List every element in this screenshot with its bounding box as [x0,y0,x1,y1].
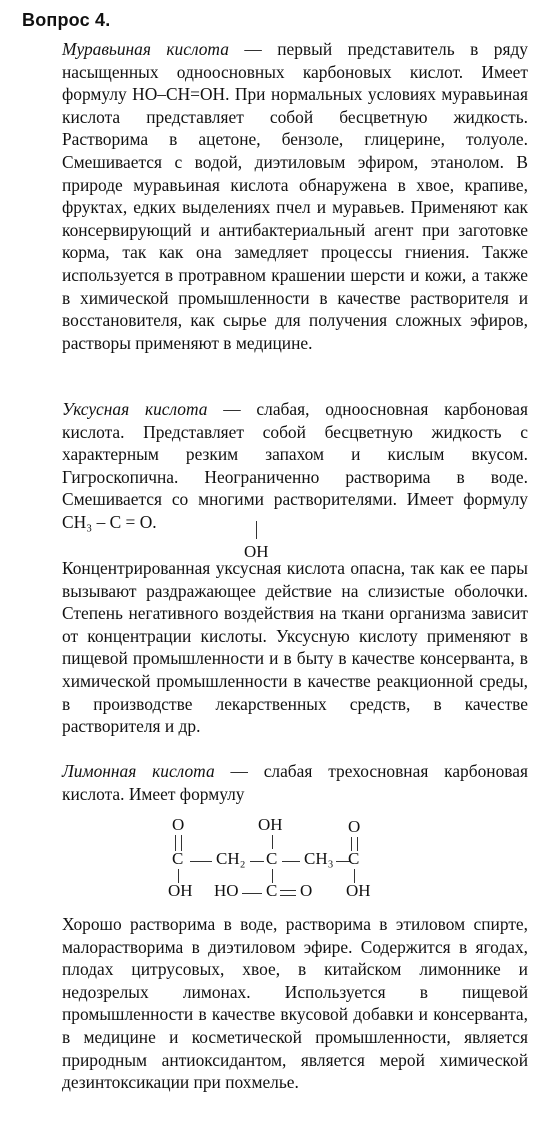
formula-ch2: CH₂ [216,849,246,868]
formic-acid-paragraph [62,38,528,354]
formula-bond [282,861,300,862]
formula-oh-top: OH [258,815,283,834]
citric-acid-text: — слабая трехосновная карбоновая кислота. Имеет формулу [62,761,528,804]
formula-c-right: C [348,849,360,868]
question-heading: Вопрос 4. [22,10,111,30]
formula-c-left: C [172,849,184,868]
formula-c-mid: C [266,849,278,868]
formula-ch3: CH₃ [304,849,334,868]
formula-ho-bottom: HO [214,881,239,900]
formula-bond-double [280,890,296,896]
formula-bond [242,893,262,894]
formula-oh-right: OH [346,881,371,900]
citric-acid-term: Лимонная кислота [62,761,215,781]
formula-o-right: O [348,817,361,836]
acetic-acid-text: — слабая, одноосновная карбоновая кислота. Представляет собой бесцветную жидкость с характерным резким запахом и кислым вкусом. Гигроскопична. Неограниченно растворима в воде. Смешивается со многими растворителями. Имеет формулу CH₃ – C = O. [62,399,528,532]
citric-acid-description: Хорошо растворима в воде, растворима в этиловом спирте, малорастворима в диэтиловом эфире. Содержится в ягодах, плодах цитрусовых, хвое, в китайском лимоннике и недозрелых лимонах. Используется в пищевой промышленности в качестве вкусовой добавки и консерванта, в медицине и косметической промышленности, является природным антиоксидантом, является мерой химической дезинтоксикации при похмелье. [62,914,528,1093]
formula-o-left: O [172,815,185,834]
formula-o-bottom: O [300,881,313,900]
formula-c-bottom: C [266,881,278,900]
formula-oh-left: OH [168,881,193,900]
acetic-acid-term: Уксусная кислота [62,399,208,419]
formula-bond [250,861,264,862]
acetic-acid-continuation: Концентрированная уксусная кислота опасна, так как ее пары вызывают раздражающее действие на слизистые оболочки. Степень негативного воздействия на ткани организма зависит от концентрации кислоты. Уксусную кислоту применяют в пищевой промышленности и в быту в качестве консерванта, в химической промышленности в качестве реакционной среды, в производстве лекарственных средств, в качестве растворителя и др. [62,558,528,737]
formic-acid-term: Муравьиная кислота [62,39,229,59]
acetic-acid-paragraph [62,398,528,534]
acetic-formula-bond [256,521,257,539]
acetic-formula-oh: OH [244,542,269,561]
formula-bond [272,835,273,849]
citric-acid-structural-formula [160,815,400,901]
citric-acid-paragraph [62,760,528,805]
formic-acid-text: — первый представитель в ряду насыщенных одноосновных карбоновых кислот. Имеет формулу HO–CH=OH. При нормальных условиях муравьиная кислота представляет собой бесцветную жидкость. Растворима в ацетоне, бензоле, глицерине, толуоле. Смешивается с водой, диэтиловым эфиром, этанолом. В природе муравьиная кислота обнаружена в хвое, крапиве, фруктах, едких выделениях пчел и муравьев. Применяют как консервирующий и антибактериальный агент при заготовке корма, так как она замедляет процессы гниения. Также используется в протравном крашении шерсти и кожи, а также в химической промышленности в качестве растворителя и восстановителя, как сырье для получения сложных эфиров, растворы применяют в медицине. [62,39,528,353]
formula-bond [190,861,212,862]
